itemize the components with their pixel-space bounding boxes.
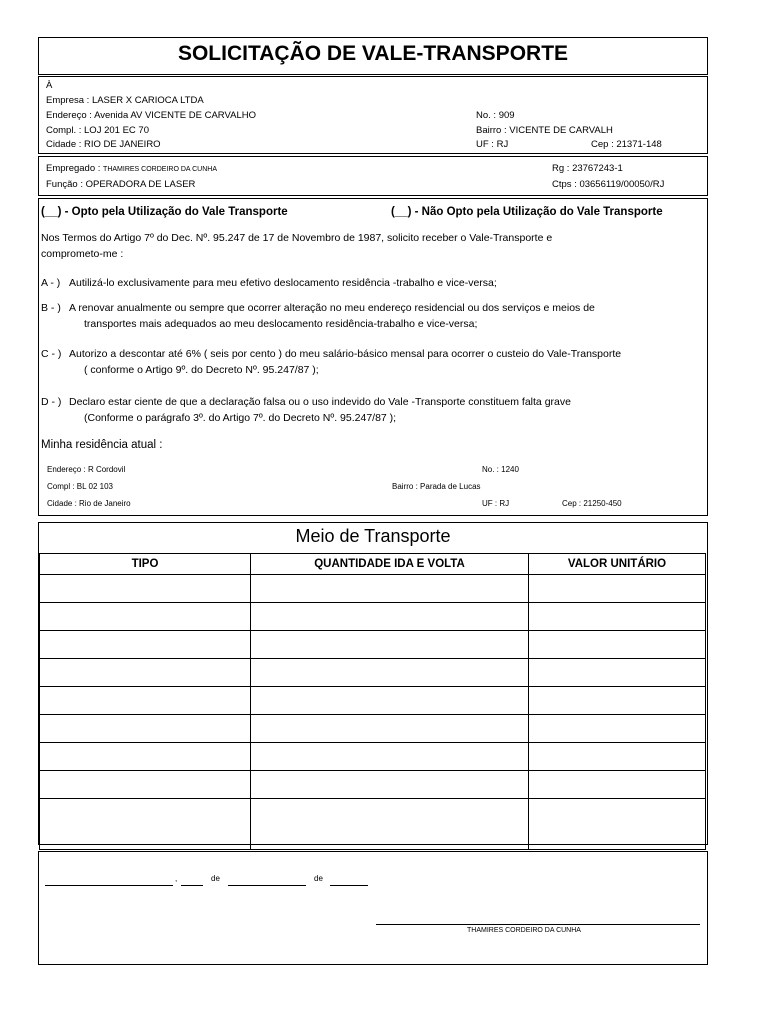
clause-b-text-1: A renovar anualmente ou sempre que ocorrer alteração no meu endereço residencial ou dos serviços e meios de bbox=[69, 302, 595, 314]
company-city-row bbox=[46, 139, 161, 150]
table-cell[interactable] bbox=[40, 715, 251, 743]
uf-value: RJ bbox=[496, 139, 509, 150]
res-no-label: No. : bbox=[482, 465, 499, 474]
endereco-value: Avenida AV VICENTE DE CARVALHO bbox=[94, 110, 256, 121]
funcao-value: OPERADORA DE LASER bbox=[85, 179, 196, 190]
res-cep-label: Cep : bbox=[562, 499, 582, 508]
rg-label: Rg : bbox=[552, 163, 570, 174]
table-cell[interactable] bbox=[251, 603, 529, 631]
company-compl-row bbox=[46, 125, 149, 136]
table-cell[interactable] bbox=[251, 575, 529, 603]
empregado-value: THAMIRES CORDEIRO DA CUNHA bbox=[103, 166, 218, 173]
residence-bairro bbox=[392, 482, 481, 491]
res-compl-label: Compl : bbox=[47, 482, 75, 491]
funcao-label: Função : bbox=[46, 179, 83, 190]
residence-heading: Minha residência atual : bbox=[41, 439, 163, 451]
company-box bbox=[38, 76, 708, 154]
table-cell[interactable] bbox=[251, 715, 529, 743]
cep-value: 21371-148 bbox=[616, 139, 662, 150]
table-row bbox=[40, 799, 706, 850]
opt-out-option[interactable]: (__) - Não Opto pela Utilização do Vale Transporte bbox=[391, 206, 663, 218]
residence-cep bbox=[562, 499, 622, 508]
res-uf-label: UF : bbox=[482, 499, 498, 508]
res-endereco-label: Endereço : bbox=[47, 465, 86, 474]
table-row bbox=[40, 603, 706, 631]
table-cell[interactable] bbox=[251, 743, 529, 771]
table-cell[interactable] bbox=[529, 631, 706, 659]
ctps-label: Ctps : bbox=[552, 179, 577, 190]
transport-box bbox=[38, 522, 708, 845]
table-cell[interactable] bbox=[251, 631, 529, 659]
employee-role-row bbox=[46, 179, 195, 190]
employee-rg bbox=[552, 163, 623, 174]
table-row bbox=[40, 687, 706, 715]
transport-heading: Meio de Transporte bbox=[295, 526, 451, 546]
employee-ctps bbox=[552, 179, 664, 190]
residence-city-row bbox=[47, 499, 131, 508]
table-row bbox=[40, 575, 706, 603]
transport-header-row bbox=[40, 554, 706, 575]
opt-in-option[interactable]: (__) - Opto pela Utilização do Vale Transporte bbox=[41, 206, 288, 218]
table-cell[interactable] bbox=[251, 659, 529, 687]
res-cidade-value: Rio de Janeiro bbox=[79, 499, 131, 508]
res-uf-value: RJ bbox=[499, 499, 510, 508]
bairro-label: Bairro : bbox=[476, 125, 507, 136]
place-blank-line[interactable] bbox=[45, 885, 173, 886]
company-cep bbox=[591, 139, 662, 150]
residence-number bbox=[482, 465, 519, 474]
title-box bbox=[38, 37, 708, 75]
year-blank-line[interactable] bbox=[330, 885, 368, 886]
table-cell[interactable] bbox=[251, 687, 529, 715]
table-cell[interactable] bbox=[40, 659, 251, 687]
table-cell[interactable] bbox=[40, 743, 251, 771]
day-blank-line[interactable] bbox=[181, 885, 203, 886]
res-compl-value: BL 02 103 bbox=[76, 482, 113, 491]
transport-table bbox=[39, 553, 706, 850]
intro-line-2: comprometo-me : bbox=[41, 248, 124, 260]
res-cep-value: 21250-450 bbox=[583, 499, 622, 508]
table-cell[interactable] bbox=[40, 687, 251, 715]
employee-box bbox=[38, 156, 708, 196]
clause-d-label: D - ) bbox=[41, 396, 62, 408]
page-title: SOLICITAÇÃO DE VALE-TRANSPORTE bbox=[177, 42, 569, 65]
signature-box bbox=[38, 851, 708, 965]
table-cell[interactable] bbox=[40, 771, 251, 799]
compl-value: LOJ 201 EC 70 bbox=[84, 125, 149, 136]
company-bairro bbox=[476, 125, 613, 136]
table-cell[interactable] bbox=[529, 659, 706, 687]
intro-line-1: Nos Termos do Artigo 7º do Dec. Nº. 95.247 de 17 de Novembro de 1987, solicito receber o Vale-Transporte e bbox=[41, 232, 553, 244]
uf-label: UF : bbox=[476, 139, 494, 150]
company-address-row bbox=[46, 110, 256, 121]
residence-address-row bbox=[47, 465, 125, 474]
table-cell[interactable] bbox=[529, 603, 706, 631]
clause-d-text-2: (Conforme o parágrafo 3º. do Artigo 7º. do Decreto Nº. 95.247/87 ); bbox=[84, 412, 397, 424]
res-bairro-value: Parada de Lucas bbox=[420, 482, 481, 491]
table-cell[interactable] bbox=[529, 687, 706, 715]
table-row bbox=[40, 659, 706, 687]
cidade-value: RIO DE JANEIRO bbox=[84, 139, 161, 150]
clause-b-label: B - ) bbox=[41, 302, 61, 314]
table-cell[interactable] bbox=[529, 575, 706, 603]
residence-uf bbox=[482, 499, 509, 508]
table-cell[interactable] bbox=[529, 771, 706, 799]
empregado-label: Empregado : bbox=[46, 163, 101, 174]
employee-name-row bbox=[46, 163, 217, 174]
residence-compl-row bbox=[47, 482, 113, 491]
table-row bbox=[40, 715, 706, 743]
column-header-tipo: TIPO bbox=[40, 554, 251, 575]
ctps-value: 03656119/00050/RJ bbox=[579, 179, 665, 190]
clause-c-text-1: Autorizo a descontar até 6% ( seis por cento ) do meu salário-básico mensal para ocorrer o custeio do Vale-Transporte bbox=[69, 348, 622, 360]
empresa-label: Empresa : bbox=[46, 95, 90, 106]
place-comma: , bbox=[175, 874, 178, 883]
table-row bbox=[40, 743, 706, 771]
res-cidade-label: Cidade : bbox=[47, 499, 77, 508]
signature-line[interactable] bbox=[376, 924, 700, 925]
endereco-label: Endereço : bbox=[46, 110, 92, 121]
table-cell[interactable] bbox=[40, 575, 251, 603]
clause-d-text-1: Declaro estar ciente de que a declaração falsa ou o uso indevido do Vale -Transporte constituem falta grave bbox=[69, 396, 571, 408]
cep-label: Cep : bbox=[591, 139, 614, 150]
table-cell[interactable] bbox=[251, 771, 529, 799]
column-header-quantidade: QUANTIDADE IDA E VOLTA bbox=[251, 554, 529, 575]
bairro-value: VICENTE DE CARVALH bbox=[509, 125, 613, 136]
table-cell[interactable] bbox=[40, 631, 251, 659]
rg-value: 23767243-1 bbox=[572, 163, 623, 174]
company-number bbox=[476, 110, 515, 121]
clause-a-label: A - ) bbox=[41, 277, 61, 289]
signatory-name: THAMIRES CORDEIRO DA CUNHA bbox=[467, 927, 581, 934]
clause-c-label: C - ) bbox=[41, 348, 62, 360]
table-cell[interactable] bbox=[529, 715, 706, 743]
month-blank-line[interactable] bbox=[228, 885, 306, 886]
no-value: 909 bbox=[498, 110, 515, 121]
res-bairro-label: Bairro : bbox=[392, 482, 418, 491]
compl-label: Compl. : bbox=[46, 125, 82, 136]
addressee-label: À bbox=[46, 80, 53, 91]
empresa-value: LASER X CARIOCA LTDA bbox=[91, 95, 204, 106]
clause-c-text-2: ( conforme o Artigo 9º. do Decreto Nº. 95.247/87 ); bbox=[84, 364, 319, 376]
table-cell[interactable] bbox=[40, 603, 251, 631]
res-no-value: 1240 bbox=[501, 465, 519, 474]
table-row bbox=[40, 631, 706, 659]
column-header-valor: VALOR UNITÁRIO bbox=[529, 554, 706, 575]
table-cell[interactable] bbox=[529, 743, 706, 771]
de-label-2: de bbox=[314, 874, 323, 883]
company-uf bbox=[476, 139, 508, 150]
de-label-1: de bbox=[211, 874, 220, 883]
table-cell[interactable] bbox=[529, 799, 706, 850]
clause-a-text: Autilizá-lo exclusivamente para meu efetivo deslocamento residência -trabalho e vice-versa; bbox=[69, 277, 497, 289]
table-cell[interactable] bbox=[251, 799, 529, 850]
table-row bbox=[40, 771, 706, 799]
cidade-label: Cidade : bbox=[46, 139, 82, 150]
declaration-box bbox=[38, 198, 708, 516]
company-name-row bbox=[46, 95, 204, 106]
table-cell[interactable] bbox=[40, 799, 251, 850]
no-label: No. : bbox=[476, 110, 497, 121]
res-endereco-value: R Cordovil bbox=[87, 465, 126, 474]
transport-table-body bbox=[40, 575, 706, 850]
clause-b-text-2: transportes mais adequados ao meu deslocamento residência-trabalho e vice-versa; bbox=[84, 318, 478, 330]
